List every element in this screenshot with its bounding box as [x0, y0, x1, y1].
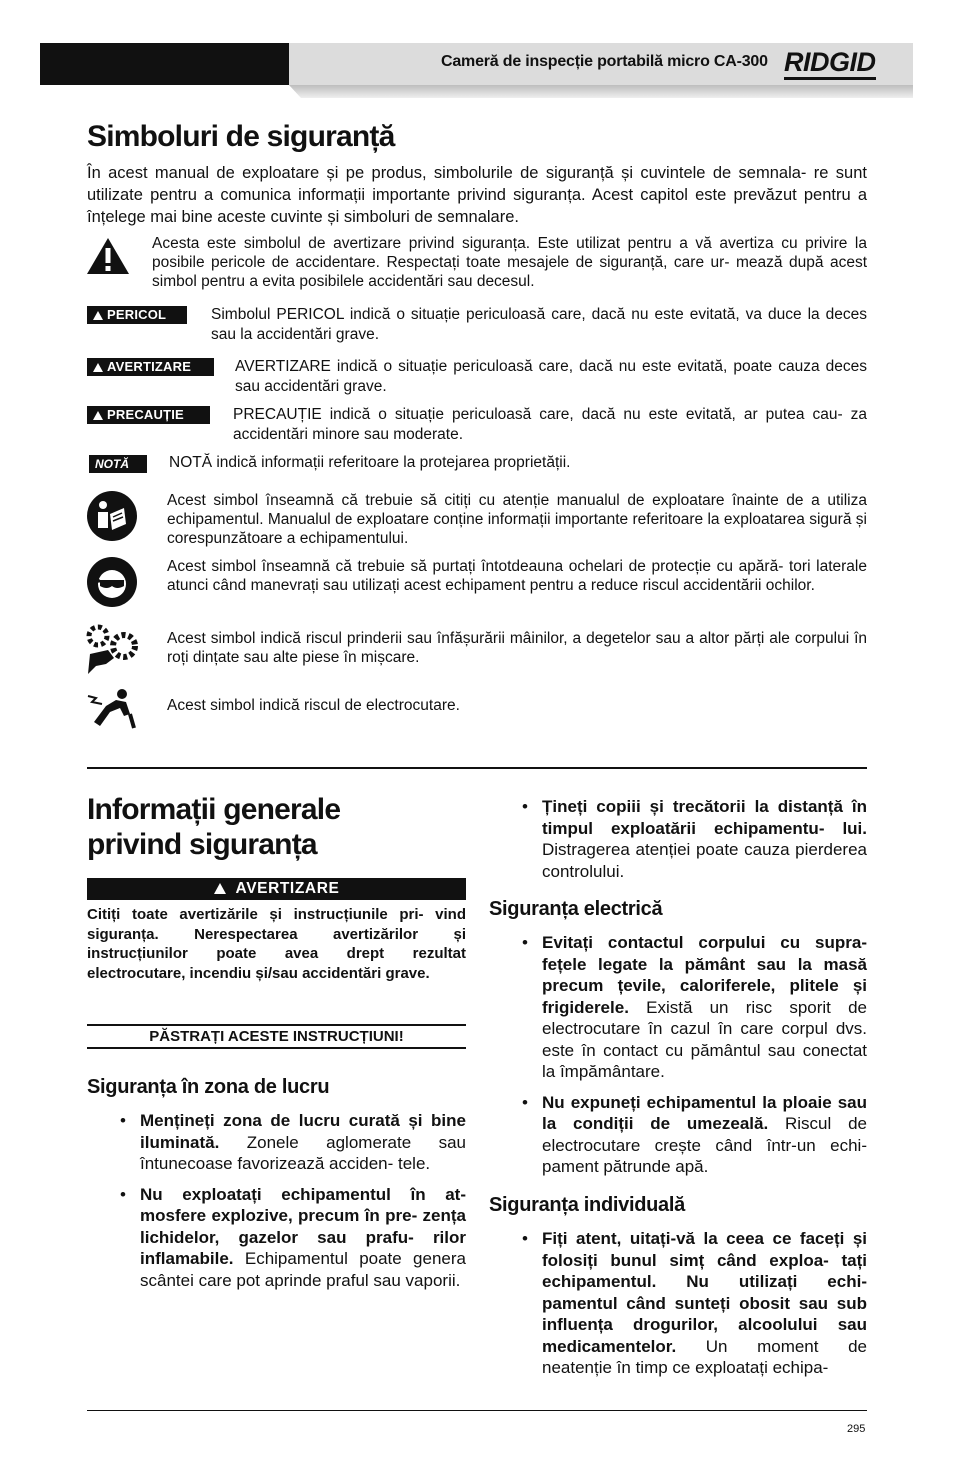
general-heading-line1: Informații generale [87, 793, 341, 826]
page-number: 295 [847, 1423, 866, 1435]
safety-glasses-icon [86, 556, 138, 608]
warning-icon [93, 311, 103, 320]
brand-logo: RIDGID [784, 47, 876, 79]
nota-text: NOTĂ indică informații referitoare la protejarea proprietății. [169, 454, 571, 471]
header-shadow [289, 85, 913, 98]
shock-symbol-text: Acest simbol indică riscul de electrocutare. [167, 697, 460, 714]
warning-icon [93, 363, 103, 372]
general-warning-text: Citiți toate avertizările și instrucțiunile pri- vind siguranța. Nerespectarea avertizărilor și instrucțiunilor poate avea drept rezultat electrocutare, incendiu și/sau accidentări grave. [87, 906, 466, 982]
list-item: • Nu exploatați echipamentul în at- mosfere explozive, precum în pre- zența lichidelor, gazelor sau prafu- rilor inflamabile. Echipamentul poate genera scântei care pot aprinde praful sau vaporii. [140, 1184, 466, 1292]
electric-list [542, 932, 867, 1187]
precautie-badge: PRECAUȚIE [87, 406, 210, 424]
work-area-heading: Siguranța în zona de lucru [87, 1076, 330, 1098]
symbols-intro: În acest manual de exploatare și pe produs, simbolurile de siguranță și cuvintele de semnala- re sunt utilizate pentru a comunica informații importante privind siguranța. Acest capitol este prevăzut pentru a înțelege mai bine aceste cuvinte și simboluri de semnalare. [87, 164, 867, 226]
general-heading-line2: privind siguranța [87, 828, 317, 861]
electric-shock-icon [86, 686, 140, 732]
header-title: Cameră de inspecție portabilă micro CA-300 [441, 53, 768, 70]
safety-alert-icon [85, 236, 131, 276]
keep-instructions-banner: PĂSTRAȚI ACESTE INSTRUCȚIUNI! [87, 1024, 466, 1049]
read-manual-icon [86, 490, 138, 542]
work-area-list [140, 1110, 466, 1300]
pericol-text: Simbolul PERICOL indică o situație periculoasă care, dacă nu este evitată, va duce la deces sau la accidentări grave. [211, 306, 867, 343]
avertizare-badge: AVERTIZARE [87, 358, 214, 376]
list-item: • Fiți atent, uitați-vă la ceea ce faceți și folosiți bunul simț când exploa- tați echipamentul. Nu utilizați echi- pamentul când sunteți obosit sau sub influența drogurilor, alcoolului sau medicamentelor. Un moment de neatenție în timp ce exploatați echipa- [542, 1228, 867, 1379]
list-item: • Mențineți zona de lucru curată și bine iluminată. Zonele aglomerate sau întunecoase favorizează acciden- tele. [140, 1110, 466, 1175]
header-black-bar [40, 43, 290, 85]
gears-symbol-text: Acest simbol indică riscul prinderii sau înfășurării mâinilor, a degetelor sau a altor părți ale corpului în roți dințate sau alte piese în mișcare. [167, 630, 867, 666]
avertizare-text: AVERTIZARE indică o situație periculoasă care, dacă nu este evitată, poate cauza deces sau accidentări grave. [235, 358, 867, 395]
nota-badge: NOTĂ [89, 455, 147, 473]
glasses-symbol-text: Acest simbol înseamnă că trebuie să purtați întotdeauna ochelari de protecție cu apără- tori laterale atunci când manevrați sau utilizați acest echipament pentru a reduce riscul accidentării ochilor. [167, 558, 867, 594]
work-area-list-cont [542, 796, 867, 891]
warning-icon [214, 883, 226, 894]
manual-symbol-text: Acest simbol înseamnă că trebuie să citiți cu atenție manualul de exploatare înainte de a utiliza echipamentul. Manualul de exploatare conține informații importante referitoare la exploatarea sigură și corespunzătoare a echipamentului. [167, 492, 867, 547]
personal-list [542, 1228, 867, 1388]
section-divider [87, 767, 867, 769]
electric-heading: Siguranța electrică [489, 898, 663, 920]
pericol-badge: PERICOL [87, 306, 187, 324]
gears-entanglement-icon [84, 624, 140, 676]
general-warning-bar: AVERTIZARE [87, 878, 466, 900]
list-item: • Evitați contactul corpului cu supra- fețele legate la pământ sau la masă precum țevile, caloriferele, plitele și frigiderele. Există un risc sporit de electrocutare în cazul în care corpul dvs. este în contact cu pământul sau conectat la împământare. [542, 932, 867, 1083]
precautie-text: PRECAUȚIE indică o situație periculoasă care, dacă nu este evitată, ar putea cau- za accidentări minore sau moderate. [233, 406, 867, 443]
list-item: • Țineți copiii și trecătorii la distanță în timpul exploatării echipamentu- lui. Distragerea atenției poate cauza pierderea controlului. [542, 796, 867, 882]
personal-heading: Siguranța individuală [489, 1194, 685, 1216]
warning-icon [93, 411, 103, 420]
list-item: • Nu expuneți echipamentul la ploaie sau la condiții de umezeală. Riscul de electrocutare crește când într-un echi- pament pătrunde apă. [542, 1092, 867, 1178]
footer-rule [87, 1410, 867, 1411]
symbols-heading: Simboluri de siguranță [87, 120, 395, 153]
alert-symbol-text: Acesta este simbolul de avertizare privind siguranța. Este utilizat pentru a vă avertiza cu privire la posibile pericole de accidentare. Respectați toate mesajele de siguranță, care ur- mează după acest simbol pentru a evita posibilele accidentări sau decesul. [152, 235, 867, 290]
